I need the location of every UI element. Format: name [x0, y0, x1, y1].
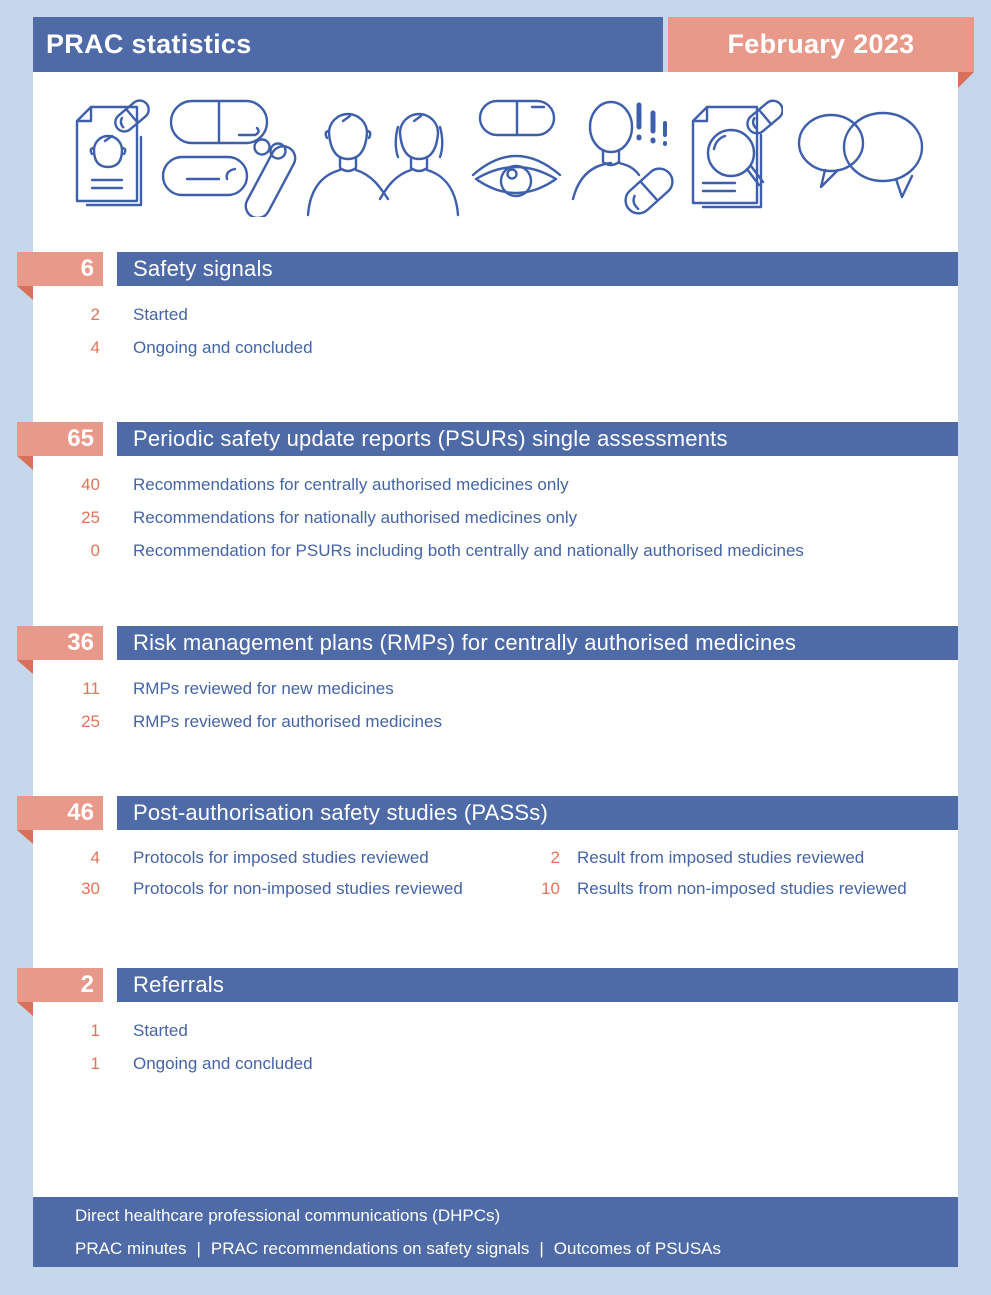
stat-value: 25 [81, 711, 100, 731]
date-ribbon-fold [958, 72, 974, 88]
ribbon-fold [17, 830, 33, 844]
header [33, 17, 958, 72]
infographic-page [33, 17, 958, 1267]
speech-bubbles-icon [786, 95, 926, 217]
stat-value: 25 [81, 507, 100, 527]
footer-separator: | [196, 1238, 201, 1258]
hand-holding-capsule-icon [161, 95, 299, 217]
date-ribbon [668, 17, 974, 72]
section-header [17, 968, 958, 1002]
section-header [17, 252, 958, 286]
stat-row [33, 842, 505, 873]
section-psurs [33, 422, 958, 567]
section-total-badge [17, 796, 103, 830]
footer-line-2 [75, 1239, 958, 1259]
section-items [33, 1002, 958, 1080]
stat-row [505, 873, 958, 904]
section-safety-signals [33, 252, 958, 364]
section-total: 36 [67, 629, 94, 656]
stat-row [33, 534, 958, 567]
section-header [17, 796, 958, 830]
stat-value: 4 [90, 337, 100, 357]
section-items [33, 830, 958, 904]
section-title: Risk management plans (RMPs) for centrally authorised medicines [117, 626, 958, 660]
stat-value: 10 [541, 878, 560, 898]
stat-value: 0 [90, 540, 100, 560]
section-total-badge [17, 422, 103, 456]
section-total-badge [17, 252, 103, 286]
stat-label: Result from imposed studies reviewed [577, 847, 865, 867]
footer-links-bar [33, 1197, 958, 1267]
stat-label: Started [133, 1020, 188, 1040]
eye-capsule-icon [468, 95, 564, 217]
section-items [33, 456, 958, 567]
stat-row [33, 672, 958, 705]
icon-strip [33, 72, 958, 217]
stat-row [505, 842, 958, 873]
stat-value: 1 [90, 1053, 100, 1073]
patient-document-capsule-icon [65, 95, 157, 217]
stat-value: 4 [90, 847, 100, 867]
stat-column-right [505, 842, 958, 904]
ribbon-fold [17, 456, 33, 470]
section-passs [33, 796, 958, 904]
stat-row [33, 705, 958, 738]
section-total-badge [17, 968, 103, 1002]
stat-label: Protocols for imposed studies reviewed [133, 847, 429, 867]
stat-row [33, 873, 505, 904]
prac-recommendations-link[interactable]: PRAC recommendations on safety signals [210, 1238, 530, 1258]
stat-row [33, 1014, 958, 1047]
date-label: February 2023 [727, 29, 915, 59]
stat-value: 1 [90, 1020, 100, 1040]
stat-row [33, 1047, 958, 1080]
stat-value: 40 [81, 474, 100, 494]
stat-row [33, 298, 958, 331]
stat-label: Protocols for non-imposed studies reviewed [133, 878, 463, 898]
footer-separator: | [539, 1238, 544, 1258]
ribbon-fold [17, 286, 33, 300]
section-total: 6 [80, 255, 94, 282]
ribbon-fold [17, 660, 33, 674]
two-people-icon [302, 95, 464, 217]
psusa-outcomes-link[interactable]: Outcomes of PSUSAs [553, 1238, 721, 1258]
ribbon-fold [17, 1002, 33, 1016]
section-title: Post-authorisation safety studies (PASSs) [117, 796, 958, 830]
stat-label: RMPs reviewed for authorised medicines [133, 711, 442, 731]
section-total: 65 [67, 425, 94, 452]
stat-value: 2 [550, 847, 560, 867]
footer-line-1 [75, 1206, 958, 1226]
section-header [17, 626, 958, 660]
stat-column-left [33, 842, 505, 904]
stat-label: Started [133, 304, 188, 324]
content-area [33, 72, 958, 1197]
section-total: 46 [67, 799, 94, 826]
stat-label: Recommendations for centrally authorised medicines only [133, 474, 569, 494]
person-adverse-reaction-icon [567, 95, 679, 217]
stat-value: 2 [90, 304, 100, 324]
section-total: 2 [80, 971, 94, 998]
section-total-badge [17, 626, 103, 660]
stat-value: 30 [81, 878, 100, 898]
stat-label: Ongoing and concluded [133, 337, 313, 357]
section-rmps [33, 626, 958, 738]
stat-label: Ongoing and concluded [133, 1053, 313, 1073]
stat-row [33, 468, 958, 501]
stat-label: Results from non-imposed studies reviewed [577, 878, 907, 898]
stat-label: Recommendation for PSURs including both centrally and nationally authorised medicines [133, 540, 804, 560]
section-header [17, 422, 958, 456]
prac-minutes-link[interactable]: PRAC minutes [75, 1238, 187, 1258]
section-title: Safety signals [117, 252, 958, 286]
stat-label: RMPs reviewed for new medicines [133, 678, 394, 698]
section-title: Periodic safety update reports (PSURs) single assessments [117, 422, 958, 456]
page-title: PRAC statistics [33, 17, 663, 72]
section-title: Referrals [117, 968, 958, 1002]
section-items [33, 660, 958, 738]
section-referrals [33, 968, 958, 1080]
stat-row [33, 501, 958, 534]
dhpc-link[interactable]: Direct healthcare professional communications (DHPCs) [75, 1205, 501, 1225]
stat-row [33, 331, 958, 364]
stat-label: Recommendations for nationally authorised medicines only [133, 507, 578, 527]
stat-value: 11 [82, 678, 100, 698]
document-magnifier-capsule-icon [683, 95, 783, 217]
section-items [33, 286, 958, 364]
